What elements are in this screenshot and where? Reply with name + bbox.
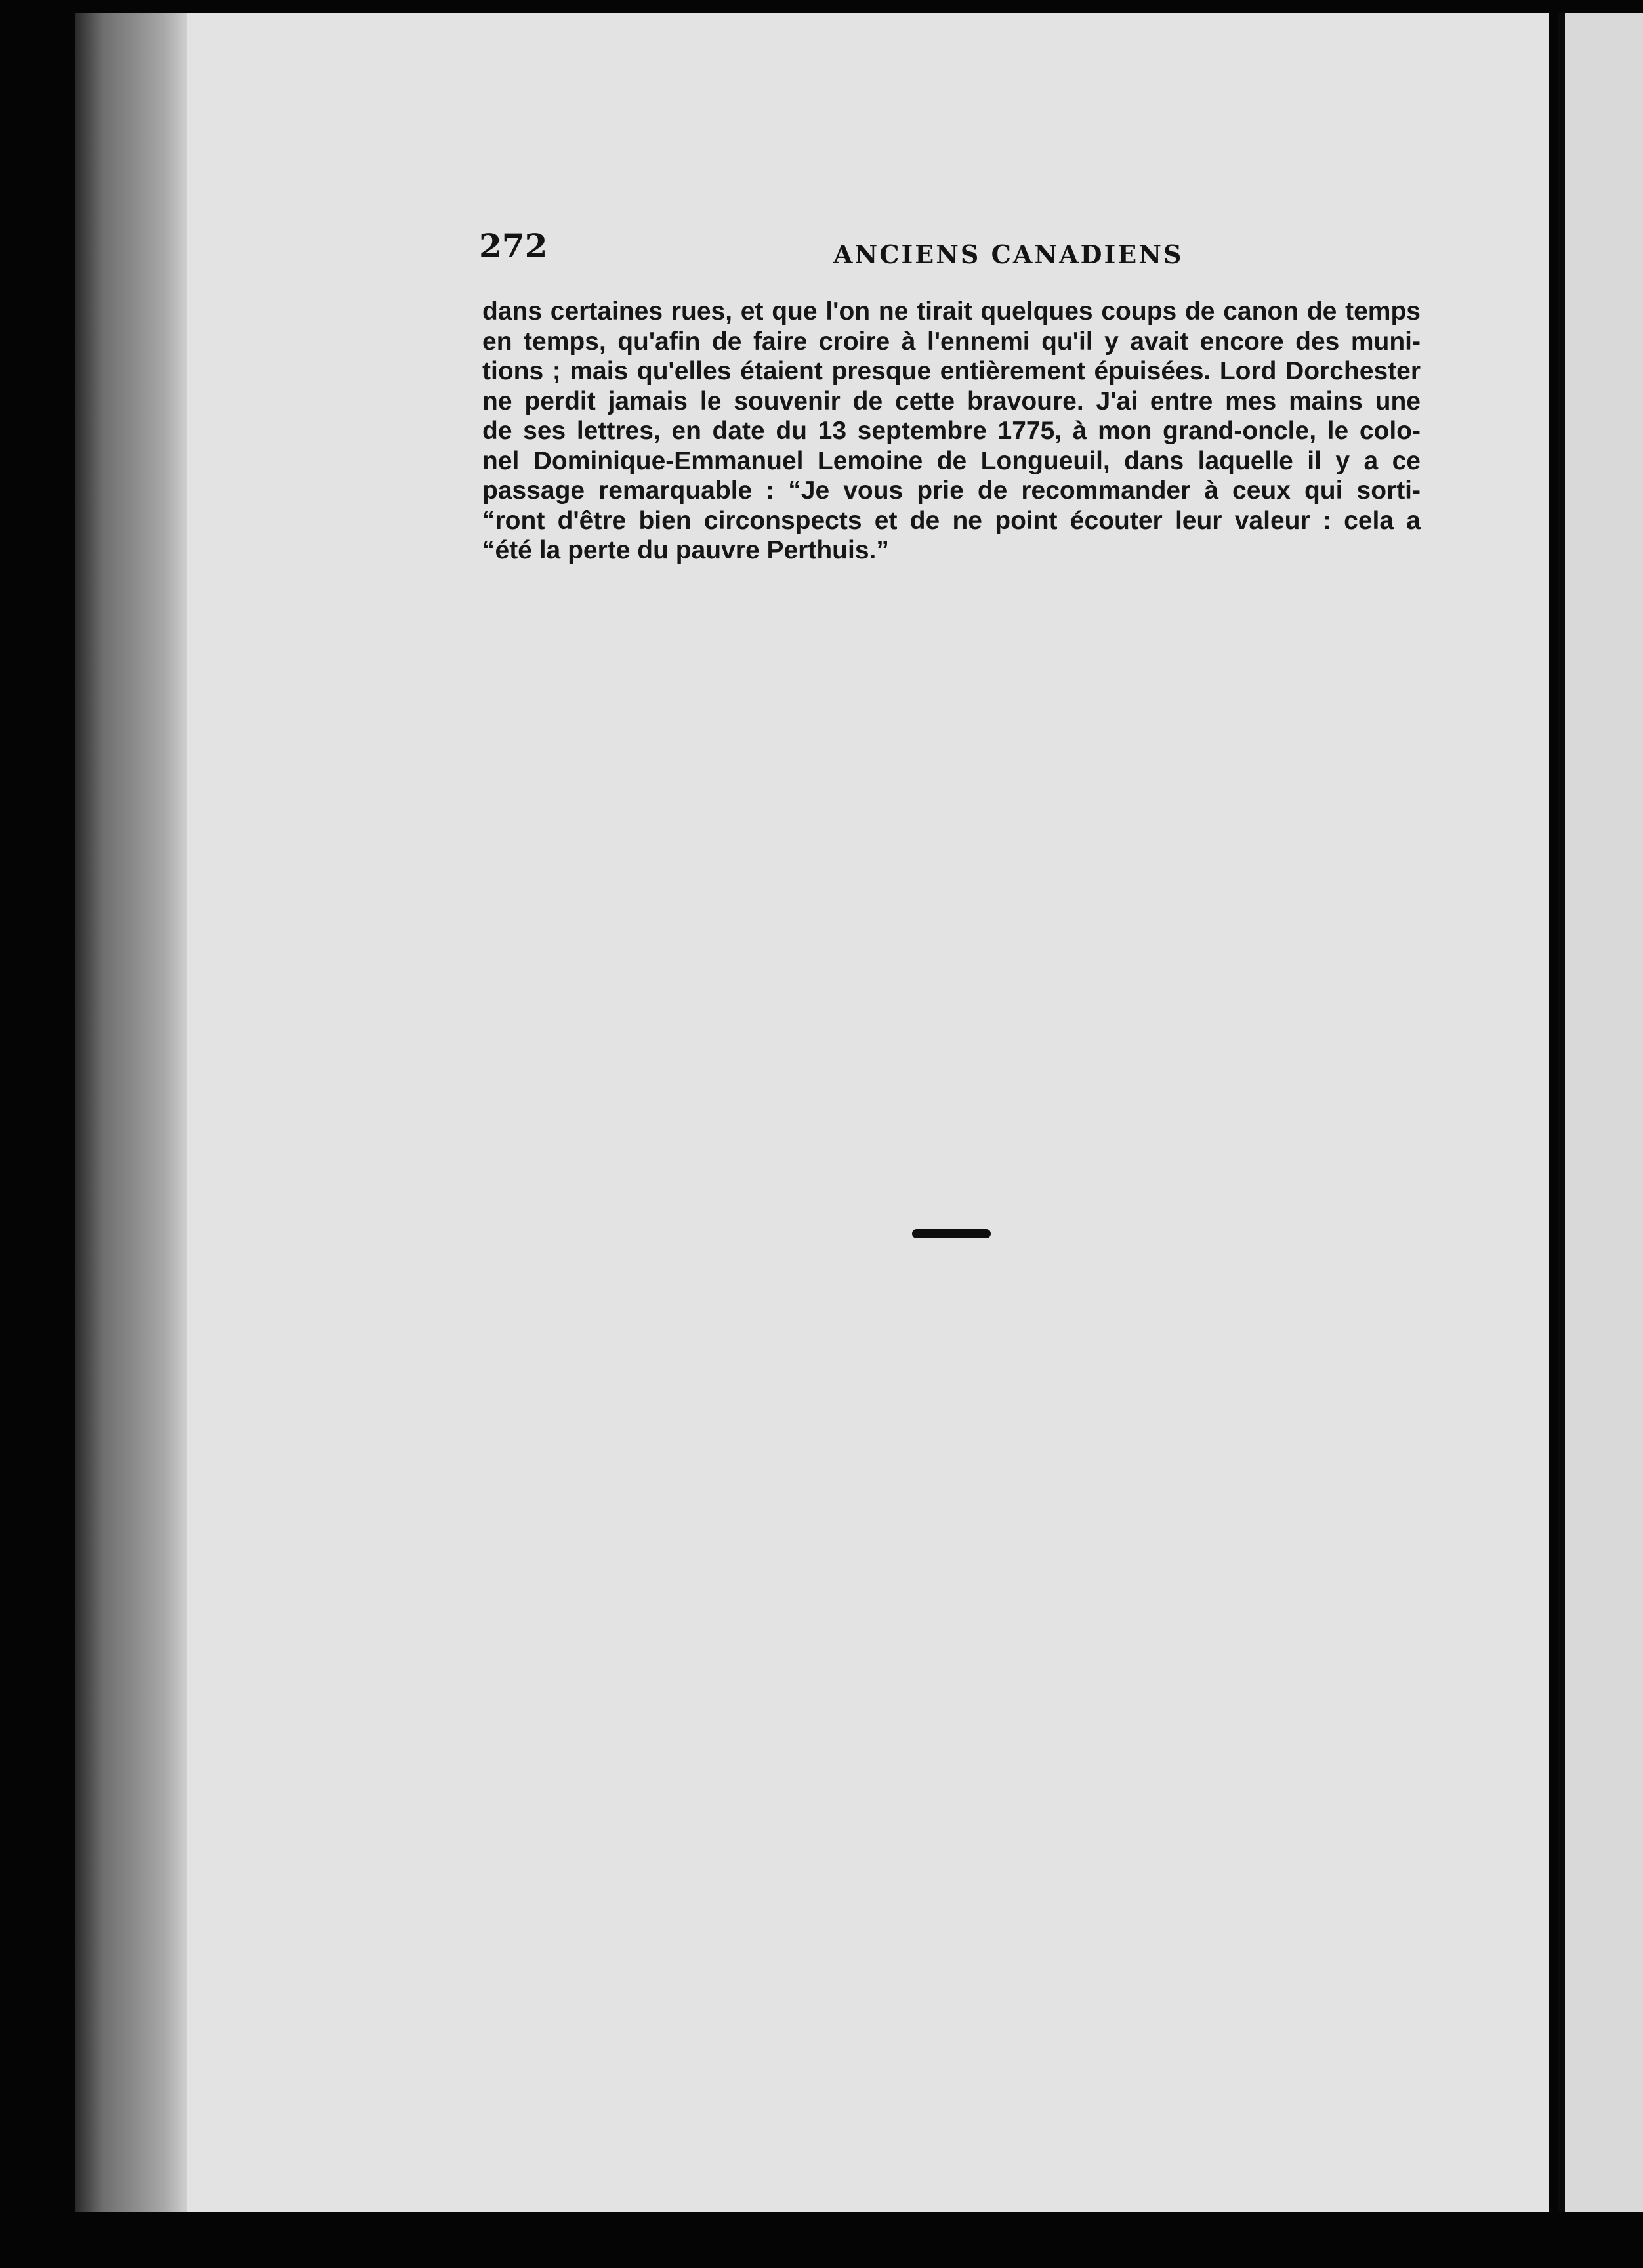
text-line: dans certaines rues, et que l'on ne tirait quelques coups de canon de temps: [482, 297, 1421, 326]
running-head: ANCIENS CANADIENS: [833, 240, 1184, 269]
text-line: “été la perte du pauvre Perthuis.”: [482, 536, 889, 564]
body-text: [482, 297, 1421, 566]
text-line: “ront d'être bien circonspects et de ne point écouter leur valeur : cela a: [482, 506, 1421, 535]
text-line: nel Dominique-Emmanuel Lemoine de Longueuil, dans laquelle il y a ce: [482, 446, 1421, 475]
section-end-rule: [912, 1229, 991, 1238]
text-line: passage remarquable : “Je vous prie de recommander à ceux qui sorti-: [482, 476, 1421, 505]
page-number: 272: [479, 226, 548, 265]
text-line: de ses lettres, en date du 13 septembre 1775, à mon grand-oncle, le colo-: [482, 417, 1421, 445]
text-line: en temps, qu'afin de faire croire à l'ennemi qu'il y avait encore des muni-: [482, 327, 1421, 356]
text-line: ne perdit jamais le souvenir de cette bravoure. J'ai entre mes mains une: [482, 387, 1421, 415]
facing-page-edge: [1558, 13, 1643, 2212]
page-edge: [75, 13, 187, 2212]
text-line: tions ; mais qu'elles étaient presque entièrement épuisées. Lord Dorchester: [482, 357, 1421, 385]
